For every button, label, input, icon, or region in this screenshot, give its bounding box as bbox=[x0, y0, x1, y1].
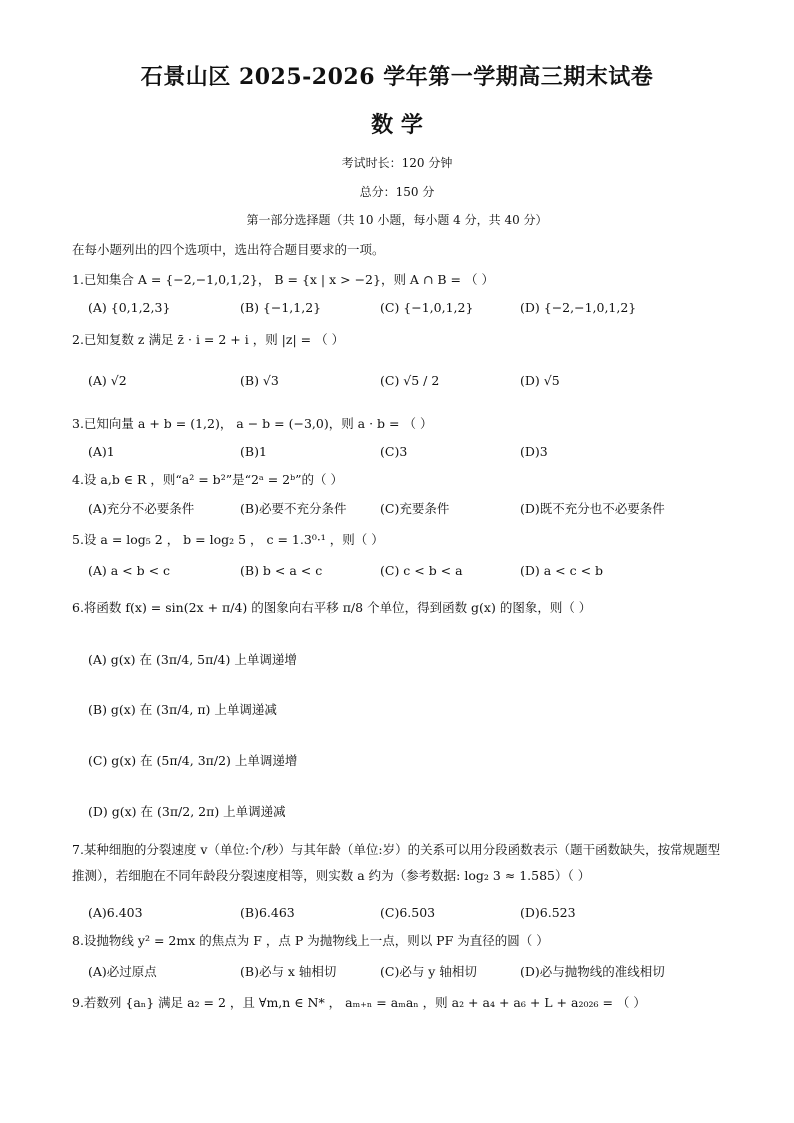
q2-option-d: (D) √5 bbox=[520, 373, 560, 388]
question-2-stem: 2.已知复数 z 满足 z̄ · i = 2 + i ，则 |z| = （ ） bbox=[72, 332, 345, 347]
q8-option-b: (B)必与 x 轴相切 bbox=[240, 964, 337, 979]
q4-option-b: (B)必要不充分条件 bbox=[240, 501, 347, 516]
q6-option-c: (C) g(x) 在 (5π/4, 3π/2) 上单调递增 bbox=[88, 753, 298, 768]
q5-option-a: (A) a < b < c bbox=[88, 563, 171, 578]
q5-option-c: (C) c < b < a bbox=[380, 563, 463, 578]
question-5-stem: 5.设 a = log₅ 2 ， b = log₂ 5 ， c = 1.3⁰·¹ ，则（ ） bbox=[72, 532, 384, 547]
q7-option-b: (B)6.463 bbox=[240, 905, 295, 920]
exam-duration: 考试时长：120 分钟 bbox=[341, 156, 453, 170]
q6-option-a: (A) g(x) 在 (3π/4, 5π/4) 上单调递增 bbox=[88, 652, 297, 667]
question-6-stem: 6.将函数 f(x) = sin(2x + π/4) 的图象向右平移 π/8 个单位，得到函数 g(x) 的图象，则（ ） bbox=[72, 600, 592, 615]
q2-option-a: (A) √2 bbox=[88, 373, 127, 388]
q2-option-c: (C) √5 / 2 bbox=[380, 373, 440, 388]
question-3-stem: 3.已知向量 a + b = (1,2)， a − b = (−3,0)，则 a · b = （ ） bbox=[72, 416, 433, 431]
question-8-stem: 8.设抛物线 y² = 2mx 的焦点为 F ，点 P 为抛物线上一点，则以 PF 为直径的圆（ ） bbox=[72, 933, 549, 948]
exam-total-score: 总分：150 分 bbox=[359, 185, 435, 199]
q6-option-b: (B) g(x) 在 (3π/4, π) 上单调递减 bbox=[88, 702, 277, 717]
exam-title: 石景山区 2025-2026 学年第一学期高三期末试卷 bbox=[140, 64, 654, 90]
q3-option-c: (C)3 bbox=[380, 444, 408, 459]
q6-option-d: (D) g(x) 在 (3π/2, 2π) 上单调递减 bbox=[88, 804, 286, 819]
q1-option-c: (C) {−1,0,1,2} bbox=[380, 300, 474, 315]
q7-option-c: (C)6.503 bbox=[380, 905, 436, 920]
q5-option-d: (D) a < c < b bbox=[520, 563, 604, 578]
q8-option-a: (A)必过原点 bbox=[88, 964, 157, 979]
q3-option-b: (B)1 bbox=[240, 444, 267, 459]
question-4-stem: 4.设 a,b ∈ R ，则“a² = b²”是“2ᵃ = 2ᵇ”的（ ） bbox=[72, 472, 343, 487]
q4-option-a: (A)充分不必要条件 bbox=[88, 501, 195, 516]
q8-option-c: (C)必与 y 轴相切 bbox=[380, 964, 477, 979]
section-heading: 第一部分选择题（共 10 小题，每小题 4 分，共 40 分） bbox=[246, 213, 548, 227]
q4-option-d: (D)既不充分也不必要条件 bbox=[520, 501, 665, 516]
q7-option-a: (A)6.403 bbox=[88, 905, 143, 920]
q1-option-b: (B) {−1,1,2} bbox=[240, 300, 322, 315]
section-instruction: 在每小题列出的四个选项中，选出符合题目要求的一项。 bbox=[72, 242, 385, 257]
q3-option-a: (A)1 bbox=[88, 444, 115, 459]
question-7-stem: 7.某种细胞的分裂速度 v（单位:个/秒）与其年龄（单位:岁）的关系可以用分段函数表示（题干函数缺失，按常规题型推测），若细胞在不同年龄段分裂速度相等，则实数 a 约为（参考数据: log₂ 3 ≈ 1.585）（ ） bbox=[72, 842, 721, 883]
q4-option-c: (C)充要条件 bbox=[380, 501, 450, 516]
q7-option-d: (D)6.523 bbox=[520, 905, 576, 920]
q1-option-a: (A) {0,1,2,3} bbox=[88, 300, 171, 315]
question-9-stem: 9.若数列 {aₙ} 满足 a₂ = 2 ，且 ∀m,n ∈ N* ， aₘ₊ₙ = aₘaₙ ，则 a₂ + a₄ + a₆ + L + a₂₀₂₆ = （ ） bbox=[72, 995, 646, 1010]
q3-option-d: (D)3 bbox=[520, 444, 548, 459]
question-1-stem: 1.已知集合 A = {−2,−1,0,1,2}， B = {x | x > −2}，则 A ∩ B = （ ） bbox=[72, 272, 494, 287]
q8-option-d: (D)必与抛物线的准线相切 bbox=[520, 964, 665, 979]
q1-option-d: (D) {−2,−1,0,1,2} bbox=[520, 300, 637, 315]
q5-option-b: (B) b < a < c bbox=[240, 563, 323, 578]
subject-title: 数 学 bbox=[371, 112, 423, 138]
q2-option-b: (B) √3 bbox=[240, 373, 279, 388]
